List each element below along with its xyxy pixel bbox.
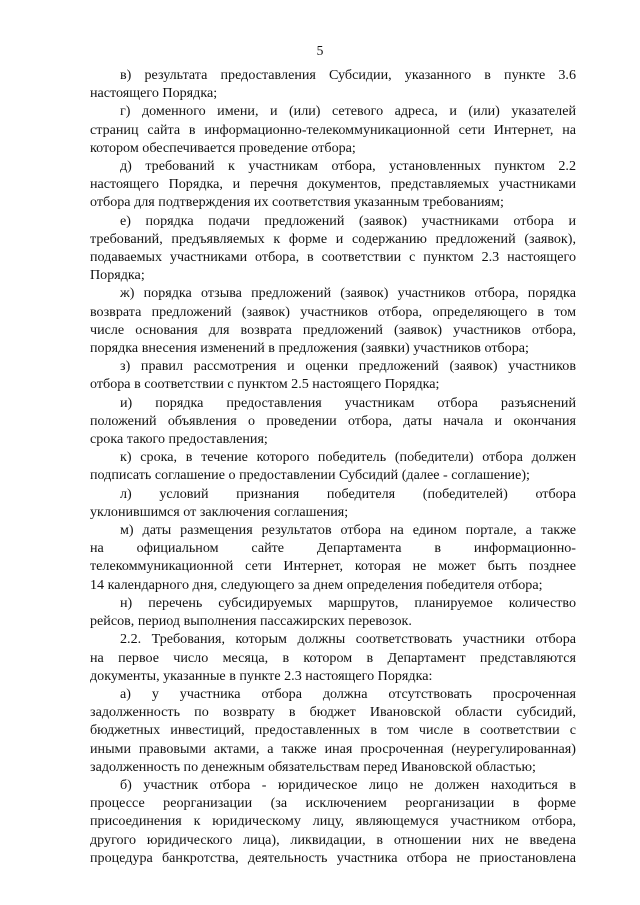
text-line: на официальном сайте Департамента в информационно- xyxy=(90,540,576,557)
text-line: подаваемых участниками отбора, в соответствии с пунктом 2.3 настоящего xyxy=(90,249,576,266)
text-line: задолженность по денежным обязательствам перед Ивановской областью; xyxy=(90,758,536,775)
paragraph-item-g xyxy=(90,102,576,157)
text-line: настоящего Порядка, и перечня документов, представляемых участниками xyxy=(90,176,576,193)
text-line: к) срока, в течение которого победитель (победители) отбора должен xyxy=(120,449,576,466)
text-line: страниц сайта в информационно-телекоммуникационной сети Интернет, на xyxy=(90,121,576,138)
text-line: уклонившимся от заключения соглашения; xyxy=(90,503,349,520)
text-line: подписать соглашение о предоставлении Субсидий (далее - соглашение); xyxy=(90,467,530,484)
text-line: Порядка; xyxy=(90,267,145,284)
text-line: отбора в соответствии с пунктом 2.5 настоящего Порядка; xyxy=(90,376,440,393)
paragraph-item-z xyxy=(90,357,576,393)
text-line: 14 календарного дня, следующего за днем определения победителя отбора; xyxy=(90,576,543,593)
text-line: рейсов, период выполнения пассажирских перевозок. xyxy=(90,613,412,630)
paragraph-item-d xyxy=(90,157,576,212)
text-line: требований, предъявляемых к форме и содержанию предложений (заявок), xyxy=(90,230,576,247)
text-line: настоящего Порядка; xyxy=(90,85,218,102)
text-line: н) перечень субсидируемых маршрутов, планируемое количество xyxy=(120,594,576,611)
text-line: л) условий признания победителя (победителей) отбора xyxy=(120,485,576,502)
paragraph-item-v xyxy=(90,66,576,102)
paragraph-item-m xyxy=(90,521,576,594)
paragraph-item-k xyxy=(90,448,576,484)
text-line: возврата предложений (заявок) участников отбора, определяющего в том xyxy=(90,303,576,320)
paragraph-item-b xyxy=(90,776,576,867)
text-line: а) у участника отбора должна отсутствовать просроченная xyxy=(120,685,576,702)
page-number: 5 xyxy=(316,43,324,58)
paragraph-item-l xyxy=(90,485,576,521)
text-line: отбора для подтверждения их соответствия указанным требованиям; xyxy=(90,194,504,211)
paragraph-item-e xyxy=(90,212,576,285)
text-line: процессе реорганизации (за исключением реорганизации в форме xyxy=(90,795,576,812)
paragraph-item-zh xyxy=(90,284,576,357)
text-line: и) порядка предоставления участникам отбора разъяснений xyxy=(120,394,576,411)
text-line: присоединения к юридическому лицу, являющемуся участником отбора, xyxy=(90,813,576,830)
text-line: бюджетных инвестиций, предоставленных в том числе в соответствии с xyxy=(90,722,576,739)
paragraph-item-i xyxy=(90,394,576,449)
document-body xyxy=(90,66,576,867)
text-line: срока такого предоставления; xyxy=(90,431,268,448)
paragraph-item-2-2 xyxy=(90,630,576,685)
paragraph-item-a xyxy=(90,685,576,776)
text-line: ж) порядка отзыва предложений (заявок) участников отбора, порядка xyxy=(120,285,576,302)
text-line: в) результата предоставления Субсидии, указанного в пункте 3.6 xyxy=(120,67,576,83)
text-line: другого юридического лица), ликвидации, в отношении них не введена xyxy=(90,831,576,848)
text-line: 2.2. Требования, которым должны соответствовать участники отбора xyxy=(120,631,576,648)
text-line: з) правил рассмотрения и оценки предложений (заявок) участников xyxy=(120,358,576,375)
text-line: положений объявления о проведении отбора, даты начала и окончания xyxy=(90,412,576,429)
text-line: г) доменного имени, и (или) сетевого адреса, и (или) указателей xyxy=(120,103,576,120)
text-line: д) требований к участникам отбора, установленных пунктом 2.2 xyxy=(120,158,576,175)
text-line: процедура банкротства, деятельность участника отбора не приостановлена xyxy=(90,849,576,866)
text-line: документы, указанные в пункте 2.3 настоящего Порядка: xyxy=(90,667,433,684)
text-line: телекоммуникационной сети Интернет, которая не может быть позднее xyxy=(90,558,576,575)
text-line: б) участник отбора - юридическое лицо не должен находиться в xyxy=(120,776,576,793)
text-line: иными правовыми актами, а также иная просроченная (неурегулированная) xyxy=(90,740,576,757)
text-line: порядка внесения изменений в предложения (заявки) участников отбора; xyxy=(90,340,529,357)
text-line: м) даты размещения результатов отбора на едином портале, а также xyxy=(120,522,576,539)
text-line: котором обеспечивается проведение отбора; xyxy=(90,139,356,156)
text-line: на первое число месяца, в котором в Департамент представляются xyxy=(90,649,576,666)
text-line: задолженность по возврату в бюджет Ивановской области субсидий, xyxy=(90,704,576,721)
text-line: е) порядка подачи предложений (заявок) участниками отбора и xyxy=(120,212,576,229)
text-line: числе основания для возврата предложений (заявок) участников отбора, xyxy=(90,321,576,338)
paragraph-item-n xyxy=(90,594,576,630)
